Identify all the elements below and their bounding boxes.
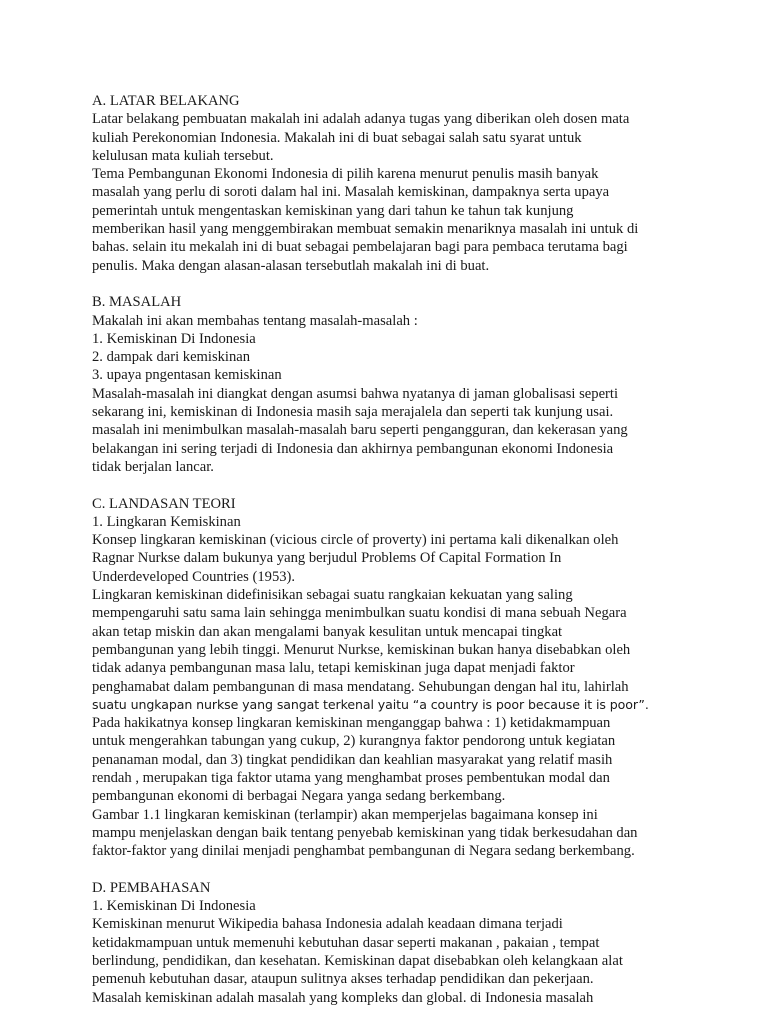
paragraph-line: Masalah-masalah ini diangkat dengan asumsi bahwa nyatanya di jaman globalisasi seperti [92,385,619,402]
paragraph-line: faktor-faktor yang dinilai menjadi penghambat pembangunan di Negara sedang berkembang. [92,843,635,860]
paragraph-line: Konsep lingkaran kemiskinan (vicious circle of proverty) ini pertama kali dikenalkan oleh [92,532,619,549]
paragraph-line: Tema Pembangunan Ekonomi Indonesia di pilih karena menurut penulis masih banyak [92,166,599,183]
paragraph-line: rendah , merupakan tiga faktor utama yang menghambat proses pembentukan modal dan [92,769,610,786]
section-spacer [92,860,692,878]
paragraph-line: berlindung, pendidikan, dan kesehatan. Kemiskinan dapat disebabkan oleh kelangkaan alat [92,952,623,969]
section-masalah [92,293,692,476]
paragraph-line: Underdeveloped Countries (1953). [92,568,296,585]
paragraph-line: Makalah ini akan membahas tentang masalah-masalah : [92,312,418,329]
list-item: 1. Kemiskinan Di Indonesia [92,330,256,347]
paragraph-line: Pada hakikatnya konsep lingkaran kemiskinan menganggap bahwa : 1) ketidakmampuan [92,715,611,732]
list-item: 3. upaya pngentasan kemiskinan [92,367,282,384]
section-heading: C. LANDASAN TEORI [92,495,236,512]
paragraph-line: untuk mengerahkan tabungan yang cukup, 2) kurangnya faktor pendorong untuk kegiatan [92,733,616,750]
paragraph-line: mampu menjelaskan dengan baik tentang penyebab kemiskinan yang tidak berkesudahan dan [92,824,638,841]
paragraph-line: Gambar 1.1 lingkaran kemiskinan (terlampir) akan memperjelas bagaimana konsep ini [92,806,598,823]
paragraph-line: pemerintah untuk mengentaskan kemiskinan yang dari tahun ke tahun tak kunjung [92,202,574,219]
paragraph-line: akan tetap miskin dan akan mengalami banyak kesulitan untuk mencapai tingkat [92,623,563,640]
paragraph-line: pemenuh kebutuhan dasar, ataupun sulitnya akses terhadap pendidikan dan pekerjaan. [92,971,594,988]
paragraph-line: masalah yang perlu di soroti dalam hal ini. Masalah kemiskinan, dampaknya serta upaya [92,184,610,201]
section-landasan-teori [92,495,692,861]
section-pembahasan [92,879,692,1007]
quote-line: suatu ungkapan nurkse yang sangat terkenal yaitu “a country is poor because it is poor”. [92,696,649,712]
section-spacer [92,476,692,494]
paragraph-line: penulis. Maka dengan alasan-alasan tersebutlah makalah ini di buat. [92,257,490,274]
paragraph-line: tidak berjalan lancar. [92,458,214,475]
paragraph-line: Kemiskinan menurut Wikipedia bahasa Indonesia adalah keadaan dimana terjadi [92,916,563,933]
section-spacer [92,275,692,293]
paragraph-line: penghamabat dalam pembangunan di masa mendatang. Sehubungan dengan hal itu, lahirlah [92,678,629,695]
paragraph-line: pembangunan yang lebih tinggi. Menurut Nurkse, kemiskinan bukan hanya disebabkan oleh [92,641,631,658]
paragraph-line: belakangan ini sering terjadi di Indonesia dan akhirnya pembangunan ekonomi Indonesia [92,440,614,457]
paragraph-line: Latar belakang pembuatan makalah ini adalah adanya tugas yang diberikan oleh dosen mata [92,111,630,128]
paragraph-line: kelulusan mata kuliah tersebut. [92,147,274,164]
section-latar-belakang [92,92,692,275]
paragraph-line: tidak adanya pembangunan masa lalu, tetapi kemiskinan juga dapat menjadi faktor [92,660,575,677]
paragraph-line: kuliah Perekonomian Indonesia. Makalah ini di buat sebagai salah satu syarat untuk [92,129,582,146]
paragraph-line: pembangunan ekonomi di berbagai Negara yanga sedang berkembang. [92,788,506,805]
paragraph-line: ketidakmampuan untuk memenuhi kebutuhan dasar seperti makanan , pakaian , tempat [92,934,600,951]
paragraph-line: masalah ini menimbulkan masalah-masalah baru seperti pengangguran, dan kekerasan yang [92,422,628,439]
list-item: 2. dampak dari kemiskinan [92,349,251,366]
subsection-heading: 1. Lingkaran Kemiskinan [92,513,241,530]
document-body [92,92,692,1007]
paragraph-line: bahas. selain itu mekalah ini di buat sebagai pembelajaran bagi para pembaca terutama bagi [92,239,628,256]
paragraph-line: penanaman modal, dan 3) tingkat pendidikan dan keahlian masyarakat yang relatif masih [92,751,613,768]
paragraph-line: sekarang ini, kemiskinan di Indonesia masih saja merajalela dan seperti tak kunjung usai. [92,404,614,421]
section-heading: A. LATAR BELAKANG [92,93,240,109]
paragraph-line: memberikan hasil yang menggembirakan membuat semakin menariknya masalah ini untuk di [92,221,639,238]
paragraph-line: mempengaruhi satu sama lain sehingga menimbulkan suatu kondisi di mana sebuah Negara [92,605,627,622]
paragraph-line: Ragnar Nurkse dalam bukunya yang berjudul Problems Of Capital Formation In [92,550,562,567]
section-heading: B. MASALAH [92,294,182,311]
paragraph-line: Lingkaran kemiskinan didefinisikan sebagai suatu rangkaian kekuatan yang saling [92,587,573,604]
subsection-heading: 1. Kemiskinan Di Indonesia [92,898,256,915]
paragraph-line: Masalah kemiskinan adalah masalah yang kompleks dan global. di Indonesia masalah [92,989,594,1006]
section-heading: D. PEMBAHASAN [92,879,211,896]
